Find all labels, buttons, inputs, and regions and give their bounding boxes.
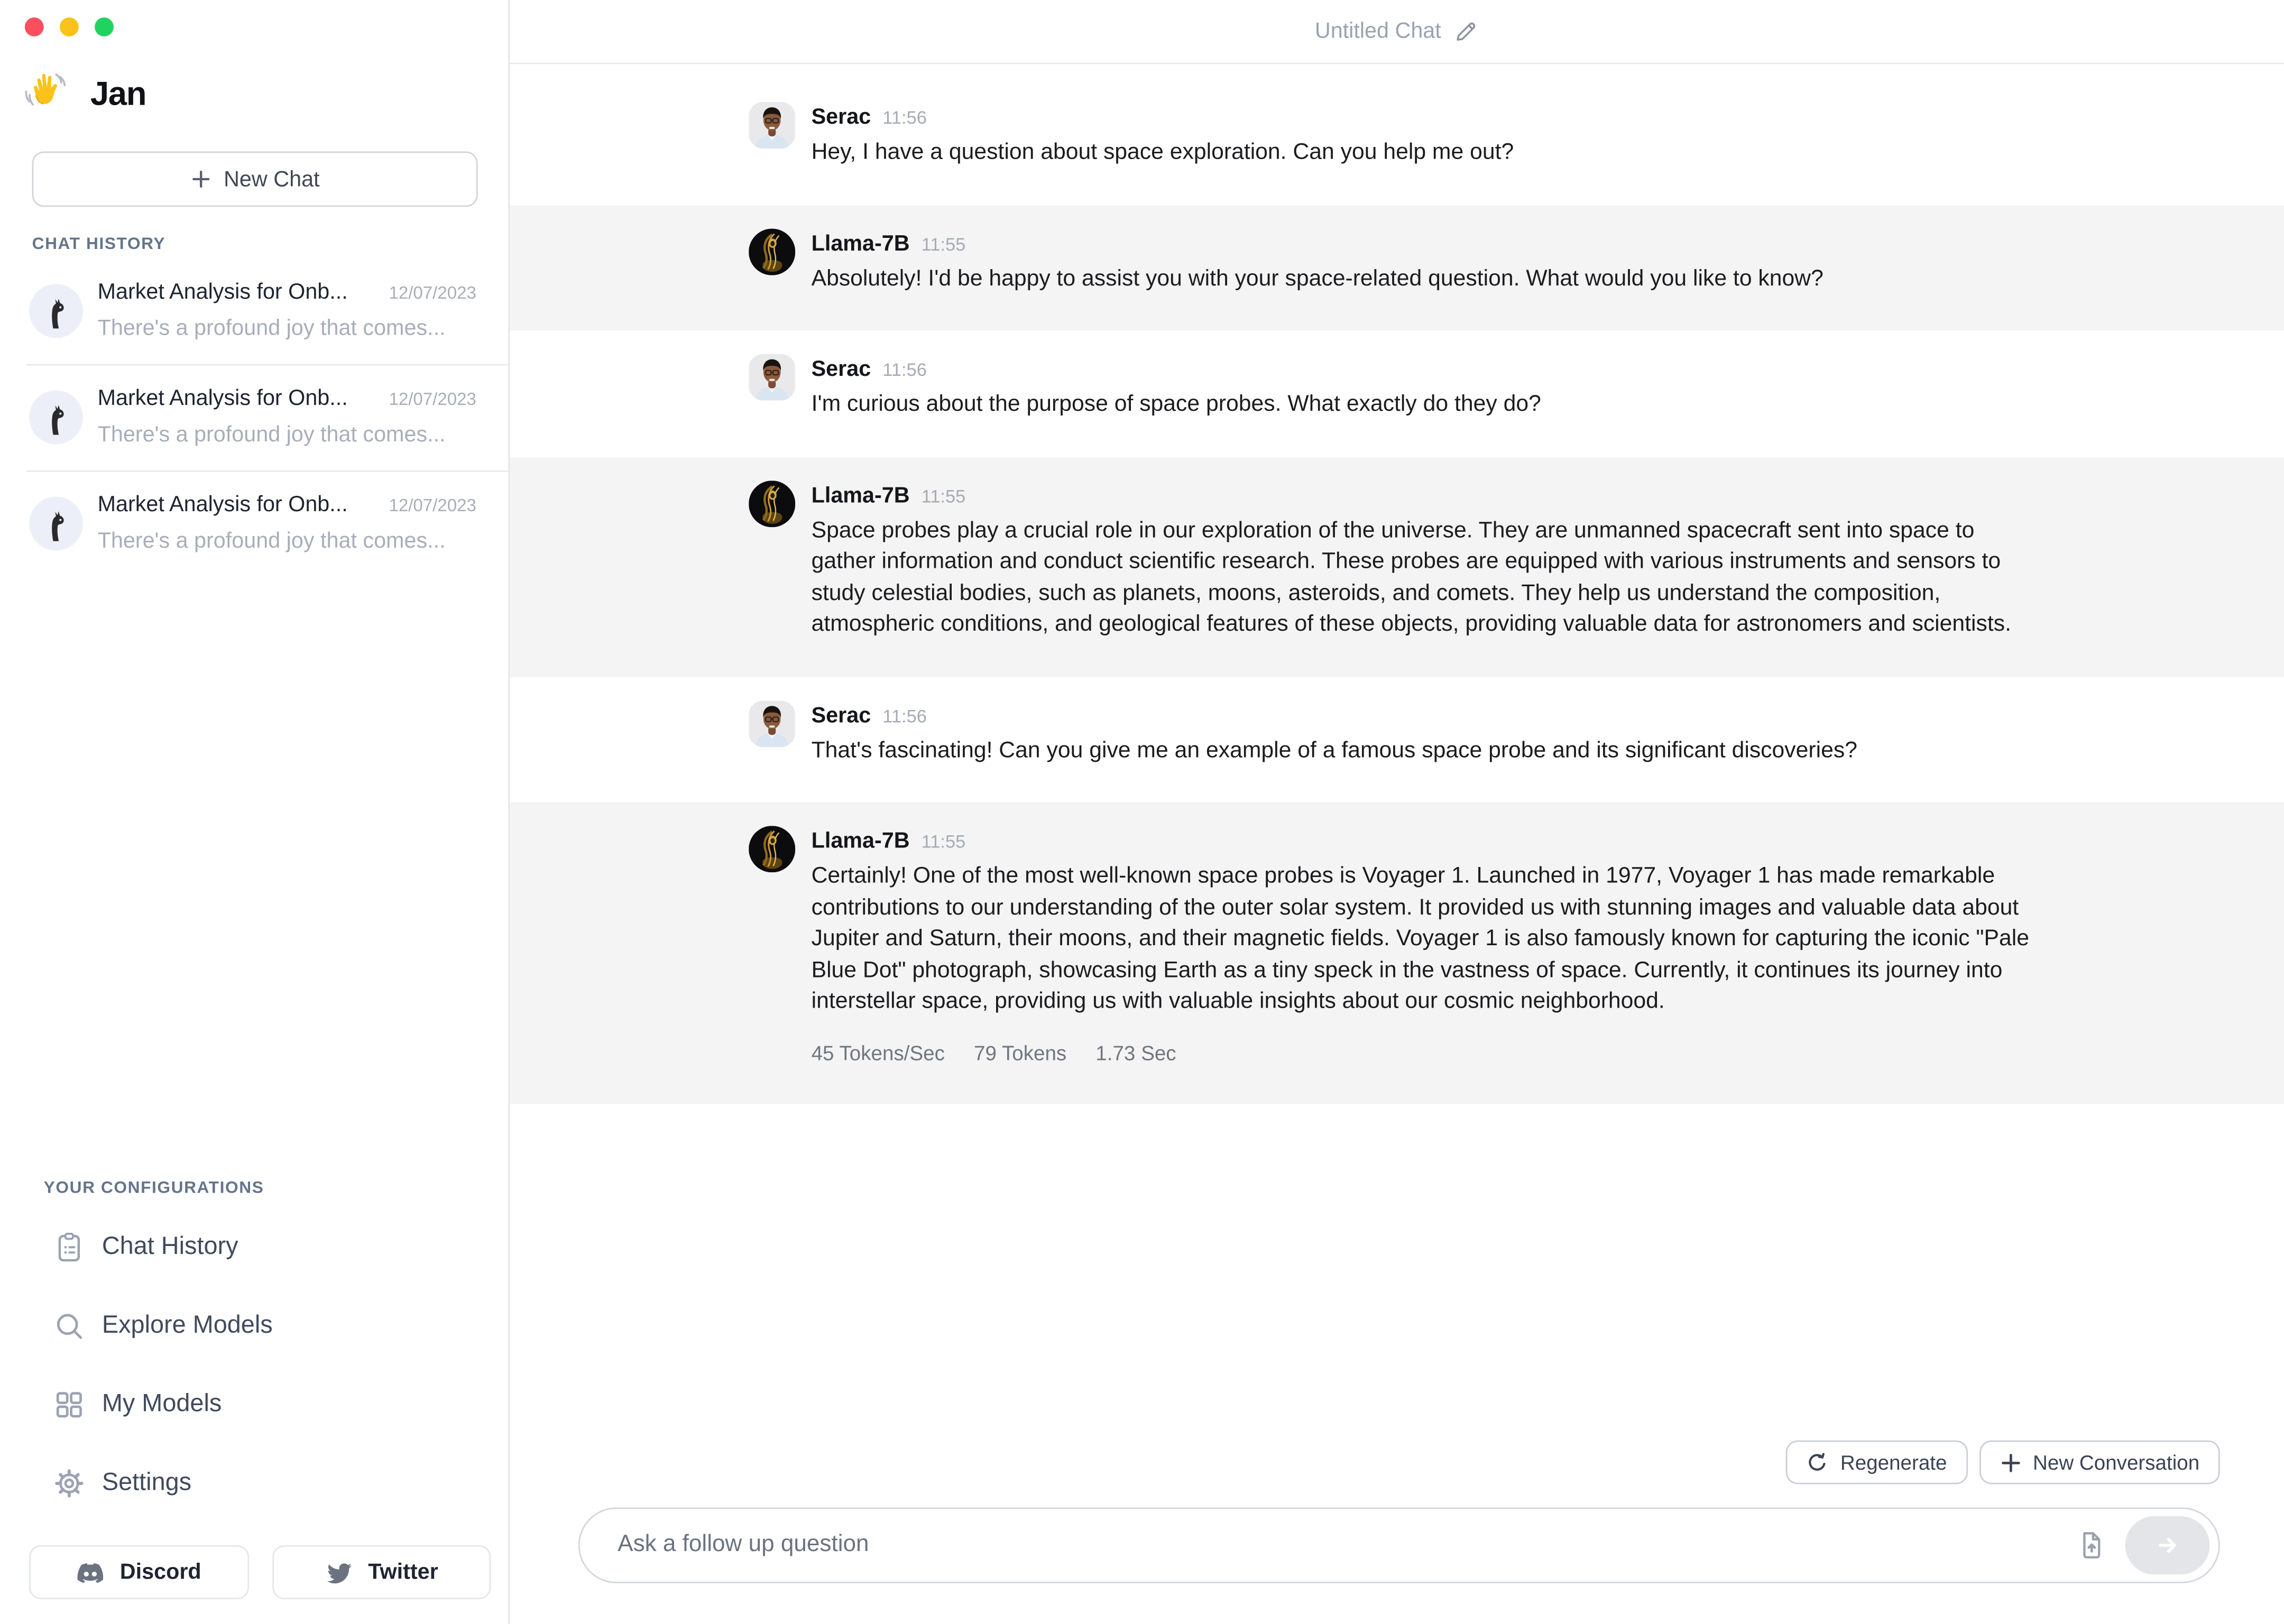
sidebar-item-my-models[interactable] — [0, 1365, 509, 1444]
message-time: 11:56 — [882, 359, 927, 381]
settings-label: Settings — [102, 1468, 192, 1496]
assistant-avatar — [749, 480, 795, 527]
message-row — [510, 802, 2284, 1103]
message-author: Llama-7B — [811, 828, 910, 854]
message-text: I'm curious about the purpose of space probes. What exactly do they do? — [811, 392, 1541, 417]
new-chat-button[interactable] — [32, 152, 478, 207]
minimize-window-button[interactable] — [60, 17, 79, 36]
chat-history-list — [0, 258, 509, 577]
chat-item-title: Market Analysis for Onb... — [97, 492, 348, 518]
user-avatar — [749, 102, 795, 149]
message-stats — [812, 1038, 2042, 1067]
message-row — [510, 457, 2284, 677]
token-count-stat: 79 Tokens — [974, 1040, 1067, 1064]
chat-item-date: 12/07/2023 — [389, 495, 476, 516]
chat-history-heading: CHAT HISTORY — [32, 236, 166, 254]
twitter-label: Twitter — [368, 1560, 438, 1585]
assistant-avatar — [749, 826, 795, 872]
message-row — [510, 330, 2284, 456]
twitter-icon — [325, 1558, 354, 1587]
chat-title: Untitled Chat — [1314, 19, 1441, 44]
gear-icon — [52, 1466, 86, 1499]
discord-label: Discord — [119, 1560, 201, 1585]
message-text: That's fascinating! Can you give me an example of a famous space probe and its significant discoveries? — [811, 737, 1857, 763]
tokens-per-sec-stat: 45 Tokens/Sec — [811, 1040, 945, 1064]
message-time: 11:56 — [882, 705, 927, 726]
plus-icon — [2000, 1451, 2021, 1473]
regenerate-button[interactable] — [1786, 1441, 1967, 1484]
my-models-label: My Models — [102, 1389, 222, 1417]
discord-icon — [76, 1558, 105, 1587]
message-text: Space probes play a crucial role in our exploration of the universe. They are unmanned spacecraft sent into space to gather information and conduct scientific research. These probes are equipped with various instruments and sensors to study celestial bodies, such as planets, moons, asteroids, and comets. They help us understand the composition, atmospheric conditions, and geological features of these objects, providing valuable data for astronomers and scientists. — [811, 518, 2011, 636]
user-avatar — [749, 354, 795, 400]
clipboard-icon — [52, 1230, 86, 1263]
chat-item-title: Market Analysis for Onb... — [97, 386, 348, 411]
sidebar-item-chat-history[interactable] — [0, 1207, 509, 1286]
file-upload-icon — [2076, 1529, 2108, 1562]
message-text: Certainly! One of the most well-known space probes is Voyager 1. Launched in 1977, Voyager 1 has made remarkable contributions to our understanding of the outer solar system. It provided us with stunning images and valuable data about Jupiter and Saturn, their moons, and their magnetic fields. Voyager 1 is also famously known for capturing the iconic "Pale Blue Dot" photograph, showcasing Earth as a tiny speck in the vastness of space. Currently, it continues its journey into interstellar space, providing us with valuable insights about our cosmic neighborhood. — [811, 863, 2030, 1014]
send-button[interactable] — [2125, 1516, 2210, 1574]
assistant-avatar — [749, 228, 795, 274]
message-list — [510, 64, 2284, 1103]
message-text: Hey, I have a question about space exploration. Can you help me out? — [811, 140, 1514, 165]
follow-up-input[interactable] — [578, 1508, 2220, 1583]
llama-avatar — [29, 390, 83, 444]
zoom-window-button[interactable] — [95, 17, 114, 36]
chat-item-date: 12/07/2023 — [389, 282, 476, 303]
llama-avatar — [29, 284, 83, 338]
sidebar-footer — [0, 1522, 509, 1624]
chat-history-label: Chat History — [102, 1232, 238, 1260]
message-input-container — [578, 1508, 2220, 1583]
chat-item-preview: There's a profound joy that comes... — [97, 316, 446, 341]
duration-stat: 1.73 Sec — [1095, 1040, 1176, 1064]
message-row — [510, 79, 2284, 205]
chat-item-title: Market Analysis for Onb... — [97, 279, 348, 304]
discord-button[interactable] — [29, 1545, 248, 1599]
regenerate-label: Regenerate — [1840, 1451, 1947, 1474]
new-conversation-button[interactable] — [1979, 1441, 2220, 1484]
message-text: Absolutely! I'd be happy to assist you with your space-related question. What would you like to know? — [811, 265, 1823, 291]
twitter-button[interactable] — [272, 1545, 491, 1599]
app-logo — [0, 36, 509, 121]
plus-icon — [190, 169, 211, 190]
sidebar-item-settings[interactable] — [0, 1443, 509, 1522]
llama-avatar — [29, 496, 83, 550]
pencil-icon — [1454, 19, 1479, 44]
close-window-button[interactable] — [25, 17, 44, 36]
message-author: Llama-7B — [811, 483, 910, 508]
attach-file-button[interactable] — [2074, 1528, 2109, 1563]
message-author: Serac — [811, 105, 871, 130]
chat-item-preview: There's a profound joy that comes... — [97, 529, 446, 553]
message-time: 11:56 — [882, 107, 927, 128]
configurations-heading: YOUR CONFIGURATIONS — [43, 1179, 264, 1197]
search-icon — [52, 1308, 86, 1342]
message-author: Llama-7B — [811, 230, 910, 256]
app-name: Jan — [90, 73, 146, 112]
composer-actions — [578, 1441, 2220, 1484]
message-author: Serac — [811, 356, 871, 382]
chat-panel — [510, 0, 2284, 1624]
explore-models-label: Explore Models — [102, 1311, 273, 1339]
sidebar-item-explore-models[interactable] — [0, 1286, 509, 1365]
message-row — [510, 677, 2284, 802]
user-avatar — [749, 700, 795, 746]
chat-history-item[interactable] — [0, 470, 509, 577]
configurations-section — [0, 1151, 509, 1624]
chat-item-preview: There's a profound joy that comes... — [97, 422, 446, 447]
edit-title-button[interactable] — [1454, 19, 1479, 44]
chat-history-item[interactable] — [0, 364, 509, 470]
message-time: 11:55 — [921, 485, 966, 506]
message-author: Serac — [811, 703, 871, 728]
message-time: 11:55 — [921, 234, 966, 254]
grid-icon — [52, 1387, 86, 1420]
chat-item-date: 12/07/2023 — [389, 389, 476, 410]
message-time: 11:55 — [921, 832, 966, 852]
composer — [510, 1441, 2284, 1624]
sidebar — [0, 0, 510, 1624]
new-conversation-label: New Conversation — [2033, 1451, 2200, 1474]
message-row — [510, 205, 2284, 330]
waving-hand-icon — [19, 66, 75, 121]
refresh-icon — [1807, 1451, 1829, 1473]
arrow-right-icon — [2151, 1529, 2184, 1562]
configurations-nav — [0, 1207, 509, 1522]
window-controls — [0, 0, 509, 36]
chat-history-item[interactable] — [0, 258, 509, 364]
new-chat-label: New Chat — [224, 167, 320, 192]
chat-header — [510, 0, 2284, 64]
